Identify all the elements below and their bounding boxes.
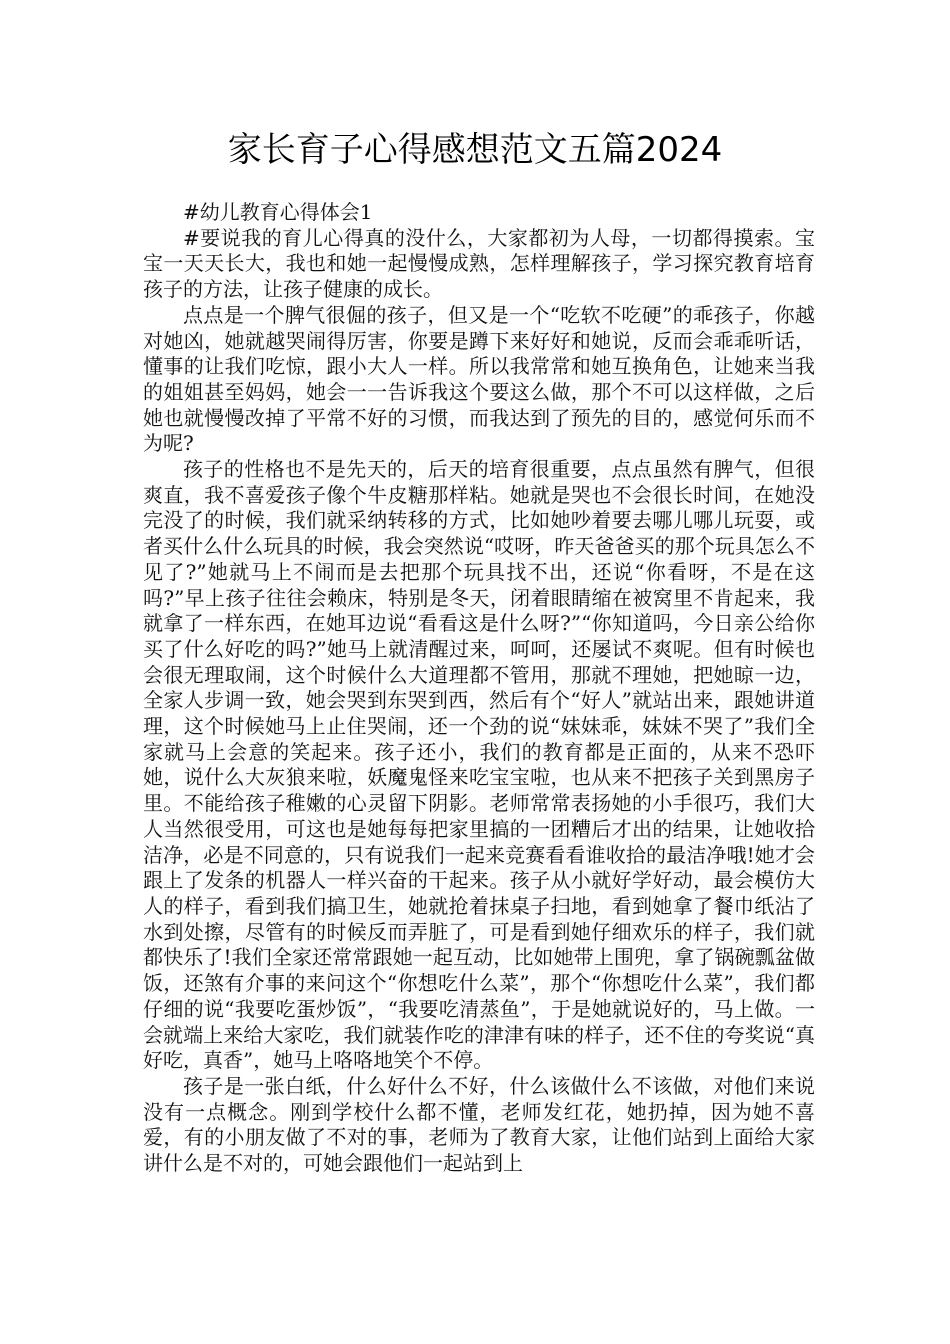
- document-body: [143, 200, 815, 1177]
- paragraph: 点点是一个脾气很倔的孩子，但又是一个“吃软不吃硬”的乖孩子，你越对她凶，她就越哭闹得厉害，你要是蹲下来好好和她说，反而会乖乖听话，懂事的让我们吃惊，跟小大人一样。所以我常常和她互换角色，让她来当我的姐姐甚至妈妈，她会一一告诉我这个要这么做，那个不可以这样做，之后她也就慢慢改掉了平常不好的习惯，而我达到了预先的目的，感觉何乐而不为呢?: [143, 302, 815, 456]
- paragraph: 孩子的性格也不是先天的，后天的培育很重要，点点虽然有脾气，但很爽直，我不喜爱孩子像个牛皮糖那样粘。她就是哭也不会很长时间，在她没完没了的时候，我们就采纳转移的方式，比如她吵着要去哪儿哪儿玩耍，或者买什么什么玩具的时候，我会突然说“哎呀，昨天爸爸买的那个玩具怎么不见了?”她就马上不闹而是去把那个玩具找不出，还说“你看呀，不是在这吗?”早上孩子往往会赖床，特别是冬天，闭着眼睛缩在被窝里不肯起来，我就拿了一样东西，在她耳边说“看看这是什么呀?”“你知道吗，今日亲公给你买了什么好吃的吗?”她马上就清醒过来，呵呵，还屡试不爽呢。但有时候也会很无理取闹，这个时候什么大道理都不管用，那就不理她，把她晾一边，全家人步调一致，她会哭到东哭到西，然后有个“好人”就站出来，跟她讲道理，这个时候她马上止住哭闹，还一个劲的说“妹妹乖，妹妹不哭了”我们全家就马上会意的笑起来。孩子还小，我们的教育都是正面的，从来不恐吓她，说什么大灰狼来啦，妖魔鬼怪来吃宝宝啦，也从来不把孩子关到黑房子里。不能给孩子稚嫩的心灵留下阴影。老师常常表扬她的小手很巧，我们大人当然很受用，可这也是她每每把家里搞的一团糟后才出的结果，让她收拾洁净，必是不同意的，只有说我们一起来竞赛看看谁收拾的最洁净哦!她才会跟上了发条的机器人一样兴奋的干起来。孩子从小就好学好动，最会模仿大人的样子，看到我们搞卫生，她就抢着抹桌子扫地，看到她拿了餐巾纸沾了水到处擦，尽管有的时候反而弄脏了，可是看到她仔细欢乐的样子，我们就都快乐了!我们全家还常常跟她一起互动，比如她带上围兜，拿了锅碗瓢盆做饭，还煞有介事的来问这个“你想吃什么菜”，那个“你想吃什么菜”，我们都仔细的说“我要吃蛋炒饭”，“我要吃清蒸鱼”，于是她就说好的，马上做。一会就端上来给大家吃，我们就装作吃的津津有味的样子，还不住的夸奖说“真好吃，真香”，她马上咯咯地笑个不停。: [143, 457, 815, 1073]
- paragraph: #要说我的育儿心得真的没什么，大家都初为人母，一切都得摸索。宝宝一天天长大，我也和她一起慢慢成熟，怎样理解孩子，学习探究教育培育孩子的方法，让孩子健康的成长。: [143, 225, 815, 302]
- heading-line: #幼儿教育心得体会1: [183, 200, 373, 224]
- paragraph: 孩子是一张白纸，什么好什么不好，什么该做什么不该做，对他们来说没有一点概念。刚到学校什么都不懂，老师发红花，她扔掉，因为她不喜爱，有的小朋友做了不对的事，老师为了教育大家，让他们站到上面给大家讲什么是不对的，可她会跟他们一起站到上: [143, 1073, 815, 1176]
- document-title: 家长育子心得感想范文五篇2024: [227, 130, 723, 170]
